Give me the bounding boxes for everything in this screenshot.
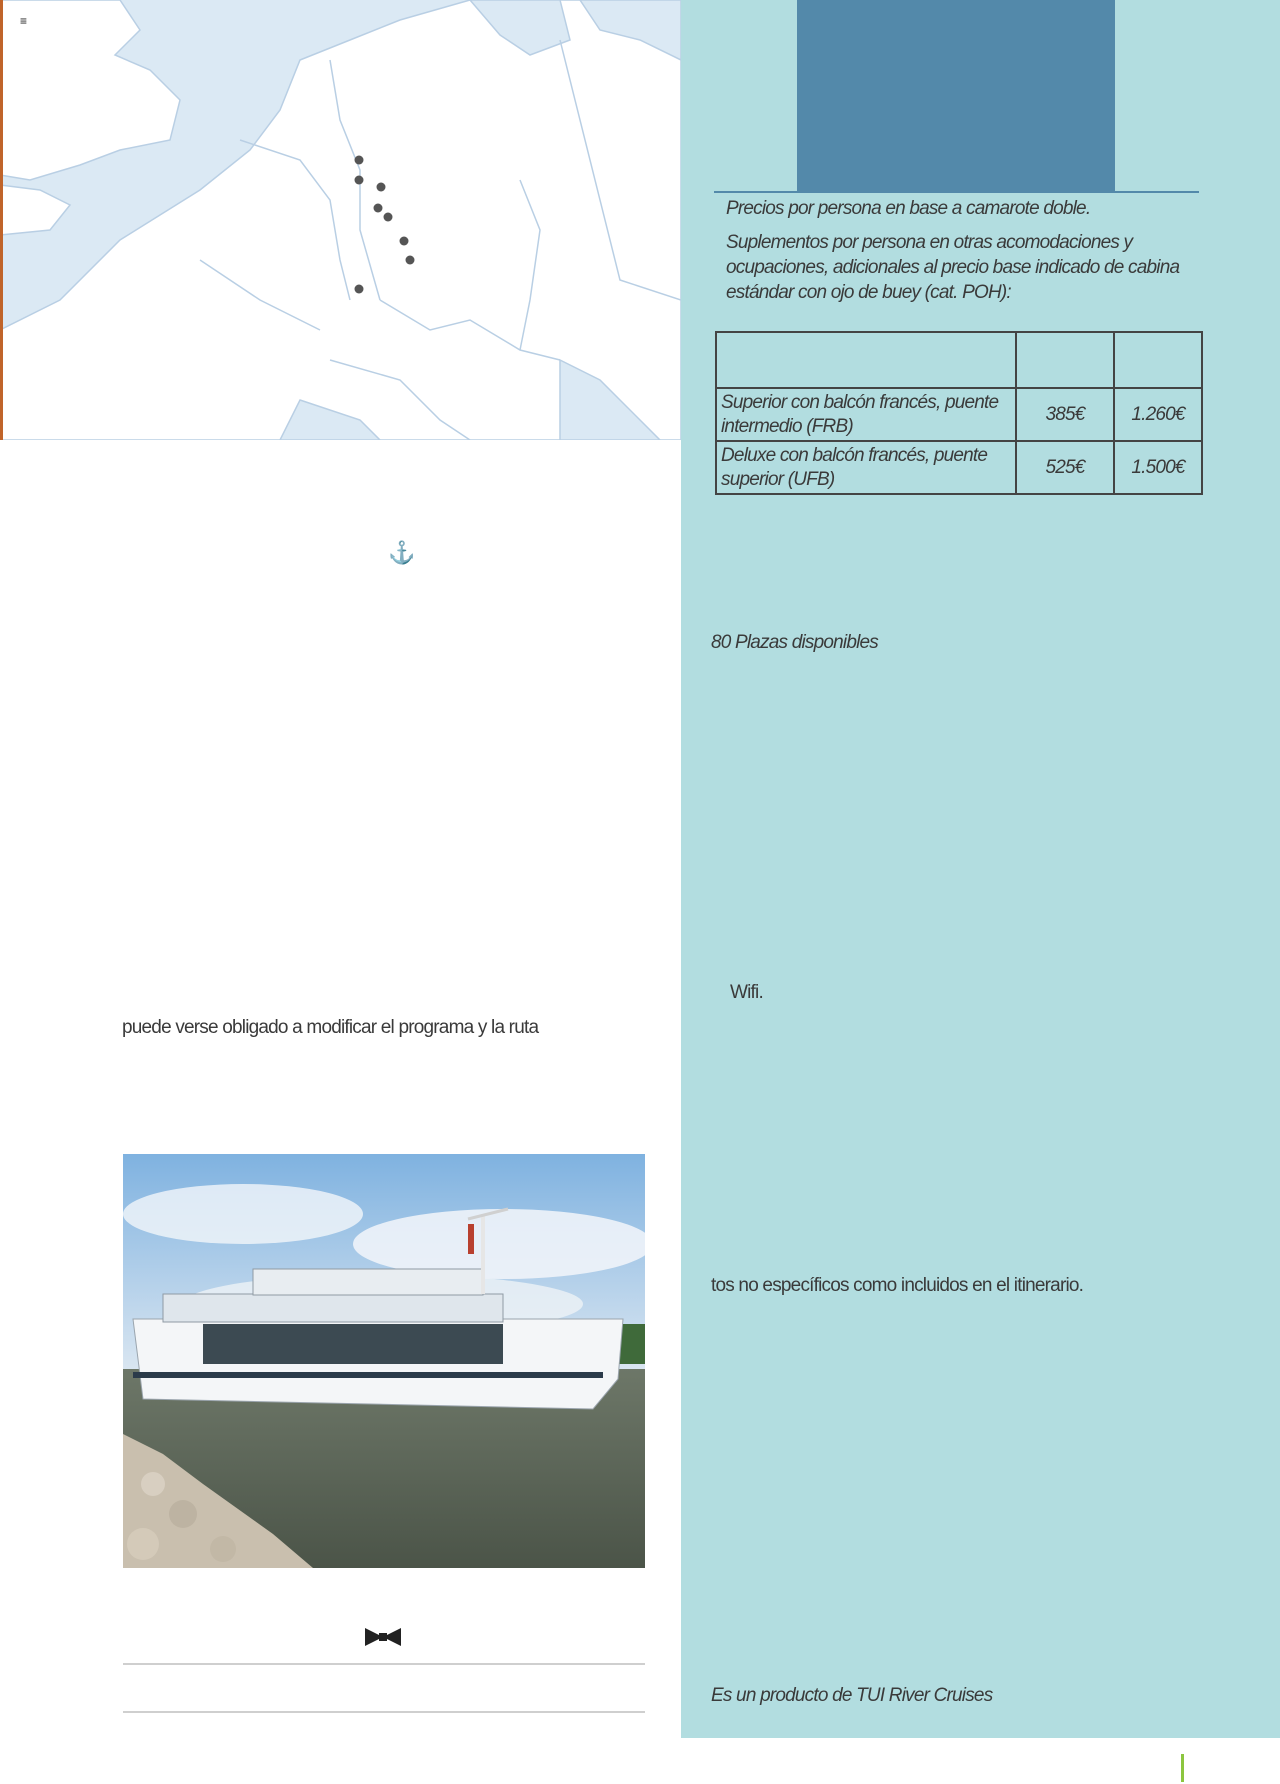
route-note: puede verse obligado a modificar el programa y la ruta (122, 1017, 539, 1038)
price-table (715, 331, 1203, 495)
info-panel (681, 0, 1280, 1738)
route-stop (374, 204, 383, 213)
divider (123, 1663, 645, 1665)
table-header-cell (716, 332, 1016, 388)
table-row (716, 388, 1202, 441)
cabin-cell: Deluxe con balcón francés, puente superior (UFB) (716, 441, 1016, 494)
table-row (716, 441, 1202, 494)
route-map (0, 0, 681, 440)
not-included-note: tos no específicos como incluidos en el itinerario. (711, 1275, 1084, 1296)
table-header-cell (1016, 332, 1114, 388)
price-cell: 525€ (1016, 441, 1114, 494)
cabin-cell: Superior con balcón francés, puente intermedio (FRB) (716, 388, 1016, 441)
route-stop (384, 213, 393, 222)
table-header-row (716, 332, 1202, 388)
prices-note: Precios por persona en base a camarote doble. (726, 198, 1091, 219)
route-stop (400, 237, 409, 246)
price-cell: 385€ (1016, 388, 1114, 441)
divider (123, 1711, 645, 1713)
menu-icon: ≡ (20, 14, 28, 28)
anchor-icon: ⚓ (388, 540, 416, 565)
ship-photo (123, 1154, 645, 1568)
header-block (797, 0, 1115, 192)
supplements-note: Suplementos por persona en otras acomodaciones y ocupaciones, adicionales al precio base indicado de cabina estándar con ojo de buey (cat. POH): (726, 232, 1180, 303)
header-divider (714, 191, 1199, 193)
price-cell: 1.500€ (1114, 441, 1202, 494)
price-cell: 1.260€ (1114, 388, 1202, 441)
producer-note: Es un producto de TUI River Cruises (711, 1685, 993, 1706)
bowtie-icon (364, 1626, 402, 1653)
route-stop (355, 176, 364, 185)
route-stop (355, 156, 364, 165)
route-stop (355, 285, 364, 294)
available-seats: 80 Plazas disponibles (711, 632, 878, 653)
wifi-note: Wifi. (730, 982, 763, 1003)
table-header-cell (1114, 332, 1202, 388)
ship-illustration (123, 1154, 645, 1568)
page-marker (1181, 1754, 1184, 1782)
map-graphic (0, 0, 681, 440)
route-stop (406, 256, 415, 265)
route-stop (377, 183, 386, 192)
